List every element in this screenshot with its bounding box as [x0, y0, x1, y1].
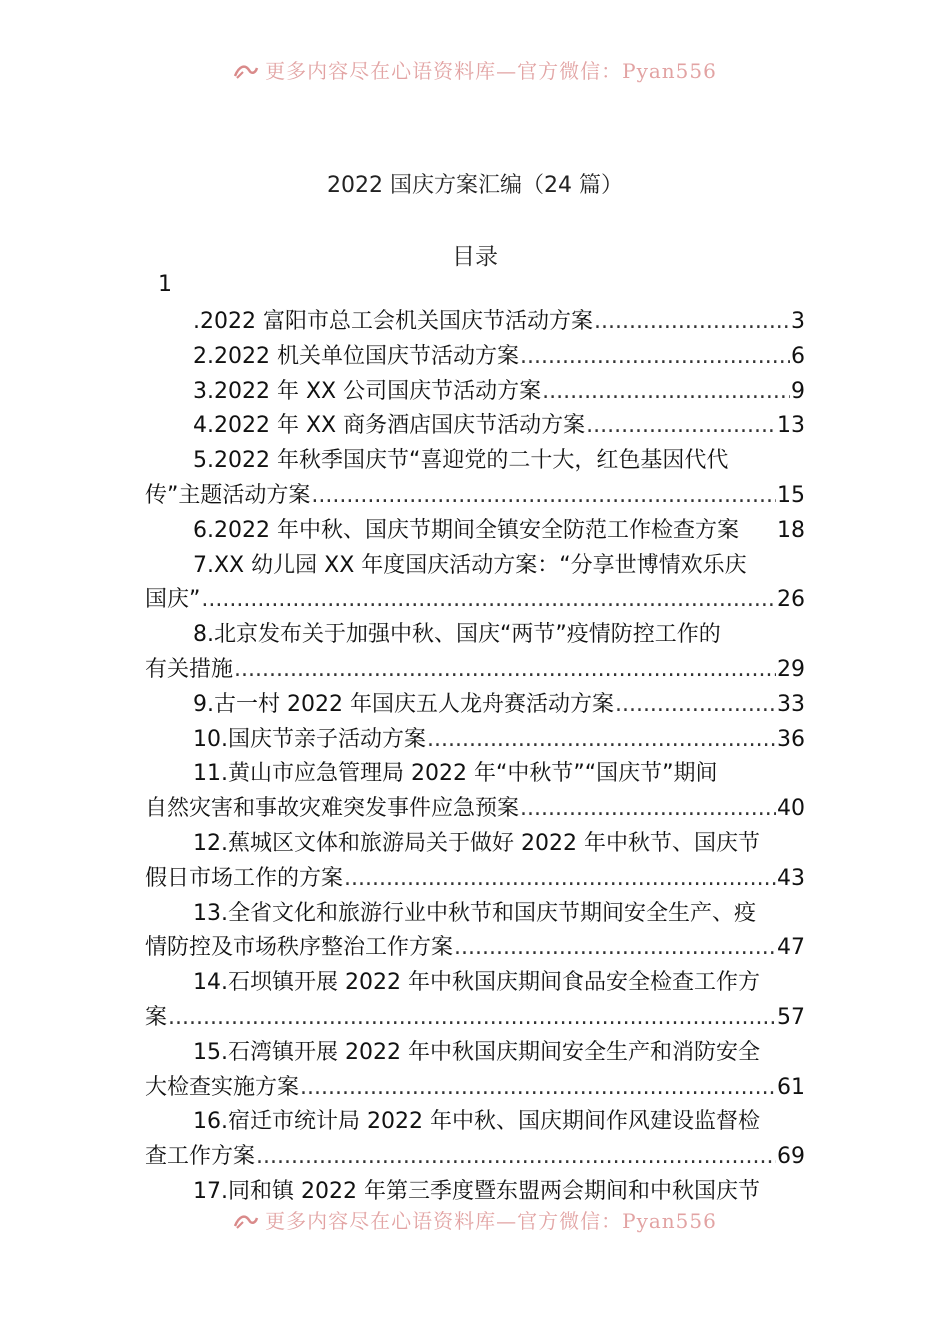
- toc-entry-text: 13.全省文化和旅游行业中秋节和国庆节期间安全生产、疫: [193, 900, 756, 926]
- toc-entry-text: 4.2022 年 XX 商务酒店国庆节活动方案: [193, 413, 586, 439]
- toc-leader-dots: [454, 931, 776, 966]
- toc-entry[interactable]: [145, 409, 805, 444]
- toc-leader-dots: [311, 479, 776, 514]
- toc-entry-text: 自然灾害和事故灾难突发事件应急预案: [145, 796, 520, 822]
- toc-leader-dots: [586, 409, 776, 444]
- toc-entry[interactable]: [145, 375, 805, 410]
- document-title: 2022 国庆方案汇编（24 篇）: [327, 173, 623, 198]
- toc-entry-text: 9.古一村 2022 年国庆五人龙舟赛活动方案: [193, 691, 614, 717]
- toc-page-number: 69: [777, 1144, 805, 1170]
- toc-leader-dots: [542, 375, 790, 410]
- toc-leader-dots: [168, 1001, 776, 1036]
- toc-leader-dots: [344, 862, 776, 897]
- toc-page-number: 3: [791, 309, 805, 334]
- toc-leader-dots: [234, 653, 776, 688]
- logo-icon: [233, 62, 259, 80]
- toc-entry[interactable]: [145, 827, 805, 897]
- watermark-bottom: [0, 1205, 950, 1234]
- toc-entry[interactable]: [145, 514, 805, 549]
- toc-leader-dots: [300, 1071, 776, 1106]
- table-of-contents: [145, 305, 805, 1210]
- toc-page-number: 18: [777, 517, 805, 543]
- toc-entry-text: 15.石湾镇开展 2022 年中秋国庆期间安全生产和消防安全: [193, 1039, 760, 1065]
- toc-entry-text: 2.2022 机关单位国庆节活动方案: [193, 343, 519, 369]
- toc-entry[interactable]: [145, 340, 805, 375]
- toc-page-number: 40: [777, 796, 805, 822]
- toc-entry-text: 16.宿迁市统计局 2022 年中秋、国庆期间作风建设监督检: [193, 1109, 760, 1135]
- toc-entry-text: 12.蕉城区文体和旅游局关于做好 2022 年中秋节、国庆节: [193, 830, 760, 856]
- toc-leader-dots: [520, 340, 790, 375]
- watermark-top: [0, 55, 950, 84]
- toc-leader-dots: [427, 723, 776, 758]
- toc-page-number: 13: [777, 413, 805, 439]
- toc-entry[interactable]: [145, 618, 805, 688]
- toc-leader-dots: [520, 792, 776, 827]
- toc-entry[interactable]: [145, 897, 805, 967]
- toc-entry-text: 14.石坝镇开展 2022 年中秋国庆期间食品安全检查工作方: [193, 970, 760, 996]
- toc-page-number: 47: [777, 935, 805, 961]
- toc-entry[interactable]: [145, 1105, 805, 1175]
- toc-entry[interactable]: [145, 966, 805, 1036]
- toc-entry-text: 有关措施: [145, 656, 234, 682]
- toc-page-number: 6: [791, 343, 805, 369]
- toc-entry[interactable]: [145, 549, 805, 619]
- toc-entry-text: 国庆”: [145, 587, 201, 613]
- logo-icon: [233, 1212, 259, 1230]
- toc-page-number: 9: [791, 378, 805, 404]
- toc-leader-dots: [201, 583, 776, 618]
- toc-entry-text: 查工作方案: [145, 1144, 256, 1170]
- toc-entry-text: 10.国庆节亲子活动方案: [193, 726, 426, 752]
- toc-entry-text: 3.2022 年 XX 公司国庆节活动方案: [193, 378, 542, 404]
- toc-entry-text: 11.黄山市应急管理局 2022 年“中秋节”“国庆节”期间: [193, 761, 718, 787]
- toc-entry[interactable]: [145, 1036, 805, 1106]
- toc-page-number: 36: [777, 726, 805, 752]
- toc-entry-text: 情防控及市场秩序整治工作方案: [145, 935, 454, 961]
- toc-page-number: 57: [777, 1004, 805, 1030]
- toc-heading: 目录: [452, 244, 498, 270]
- toc-entry-text: 7.XX 幼儿园 XX 年度国庆活动方案：“分享世博情欢乐庆: [193, 552, 747, 578]
- toc-entry[interactable]: [145, 757, 805, 827]
- toc-leader-dots: [594, 305, 790, 340]
- toc-page-number: 15: [777, 482, 805, 508]
- toc-entry-text: 5.2022 年秋季国庆节“喜迎党的二十大，红色基因代代: [193, 448, 729, 474]
- toc-entry-text: .2022 富阳市总工会机关国庆节活动方案: [193, 309, 593, 334]
- toc-page-number: 26: [777, 587, 805, 613]
- toc-entry[interactable]: [145, 444, 805, 514]
- toc-entry[interactable]: [145, 305, 805, 340]
- toc-page-number: 29: [777, 656, 805, 682]
- watermark-bottom-text: 更多内容尽在心语资料库—官方微信：Pyan556: [265, 1209, 717, 1233]
- lead-number: 1: [158, 272, 172, 297]
- toc-entry-text: 案: [145, 1004, 168, 1030]
- toc-entry-text: 8.北京发布关于加强中秋、国庆“两节”疫情防控工作的: [193, 622, 721, 648]
- watermark-top-text: 更多内容尽在心语资料库—官方微信：Pyan556: [265, 59, 717, 83]
- toc-page-number: 33: [777, 691, 805, 717]
- toc-entry[interactable]: [145, 688, 805, 723]
- toc-entry-text: 17.同和镇 2022 年第三季度暨东盟两会期间和中秋国庆节: [193, 1178, 760, 1204]
- toc-page-number: 43: [777, 865, 805, 891]
- toc-leader-dots: [256, 1140, 776, 1175]
- toc-entry-text: 大检查实施方案: [145, 1074, 300, 1100]
- toc-leader-dots: [615, 688, 776, 723]
- toc-entry[interactable]: [145, 723, 805, 758]
- toc-entry-text: 传”主题活动方案: [145, 482, 311, 508]
- toc-entry-text: 假日市场工作的方案: [145, 865, 344, 891]
- toc-page-number: 61: [777, 1074, 805, 1100]
- toc-entry-text: 6.2022 年中秋、国庆节期间全镇安全防范工作检查方案: [193, 517, 739, 543]
